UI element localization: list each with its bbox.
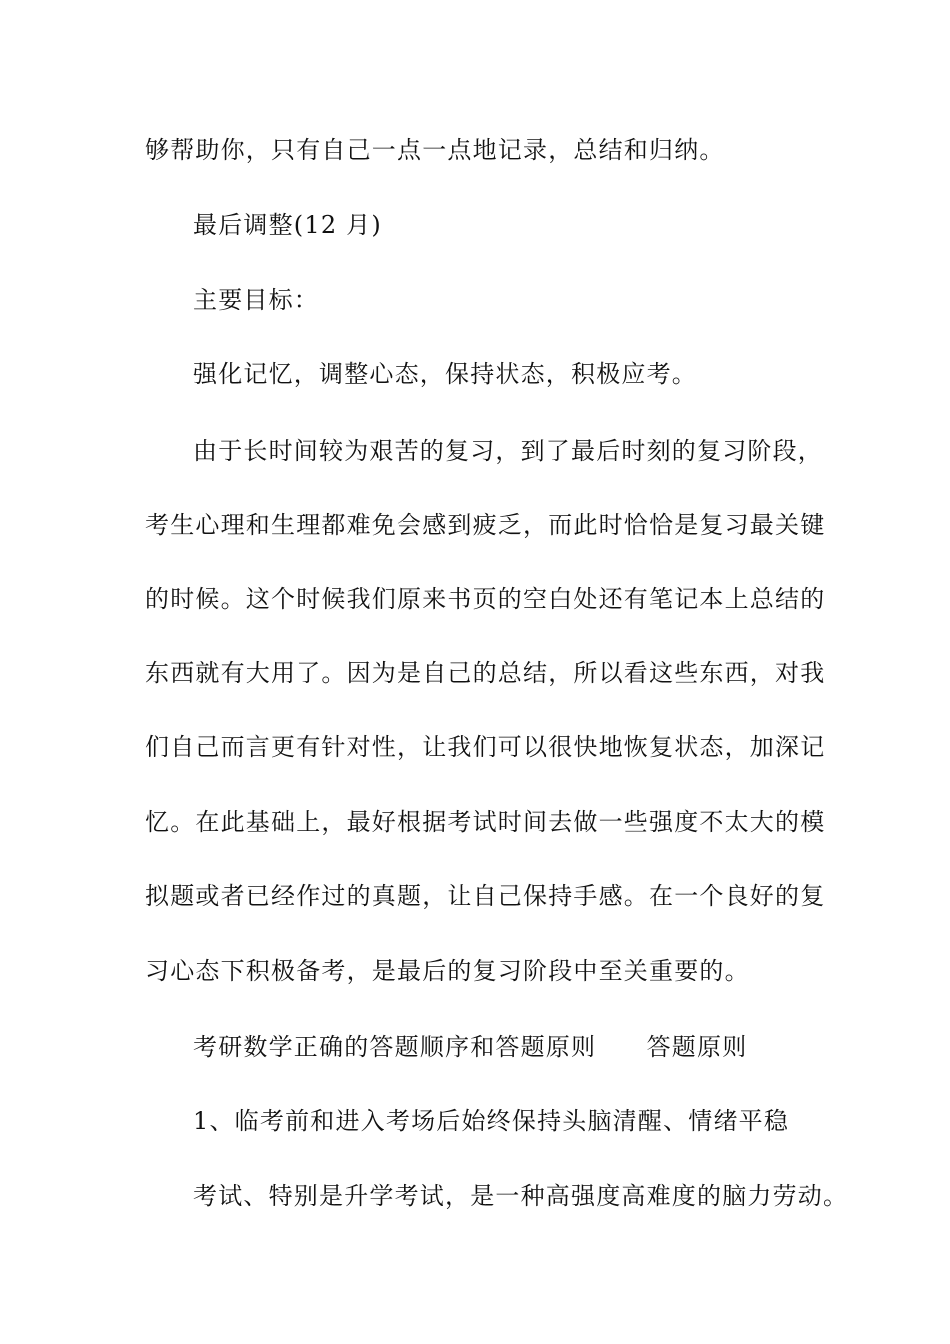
section-heading: 最后调整(12 月) [193, 211, 382, 239]
paragraph-line: 考生心理和生理都难免会感到疲乏，而此时恰恰是复习最关键 [145, 511, 826, 539]
paragraph-line: 由于长时间较为艰苦的复习，到了最后时刻的复习阶段， [193, 437, 823, 465]
paragraph-line: 强化记忆，调整心态，保持状态，积极应考。 [193, 360, 697, 388]
paragraph-line: 的时候。这个时候我们原来书页的空白处还有笔记本上总结的 [145, 585, 826, 613]
paragraph-line: 东西就有大用了。因为是自己的总结，所以看这些东西，对我 [145, 659, 826, 687]
paragraph-line: 够帮助你，只有自己一点一点地记录，总结和归纳。 [145, 136, 725, 164]
paragraph-line: 拟题或者已经作过的真题，让自己保持手感。在一个良好的复 [145, 882, 826, 910]
paragraph-line: 忆。在此基础上，最好根据考试时间去做一些强度不太大的模 [145, 808, 826, 836]
paragraph-line: 考试、特别是升学考试，是一种高强度高难度的脑力劳动。 [193, 1182, 849, 1210]
paragraph-line: 们自己而言更有针对性，让我们可以很快地恢复状态，加深记 [145, 733, 826, 761]
list-item: 1、临考前和进入考场后始终保持头脑清醒、情绪平稳 [193, 1107, 790, 1135]
subheading: 主要目标： [193, 286, 319, 314]
paragraph-line: 习心态下积极备考，是最后的复习阶段中至关重要的。 [145, 957, 750, 985]
section-heading: 考研数学正确的答题顺序和答题原则 答题原则 [193, 1033, 748, 1061]
